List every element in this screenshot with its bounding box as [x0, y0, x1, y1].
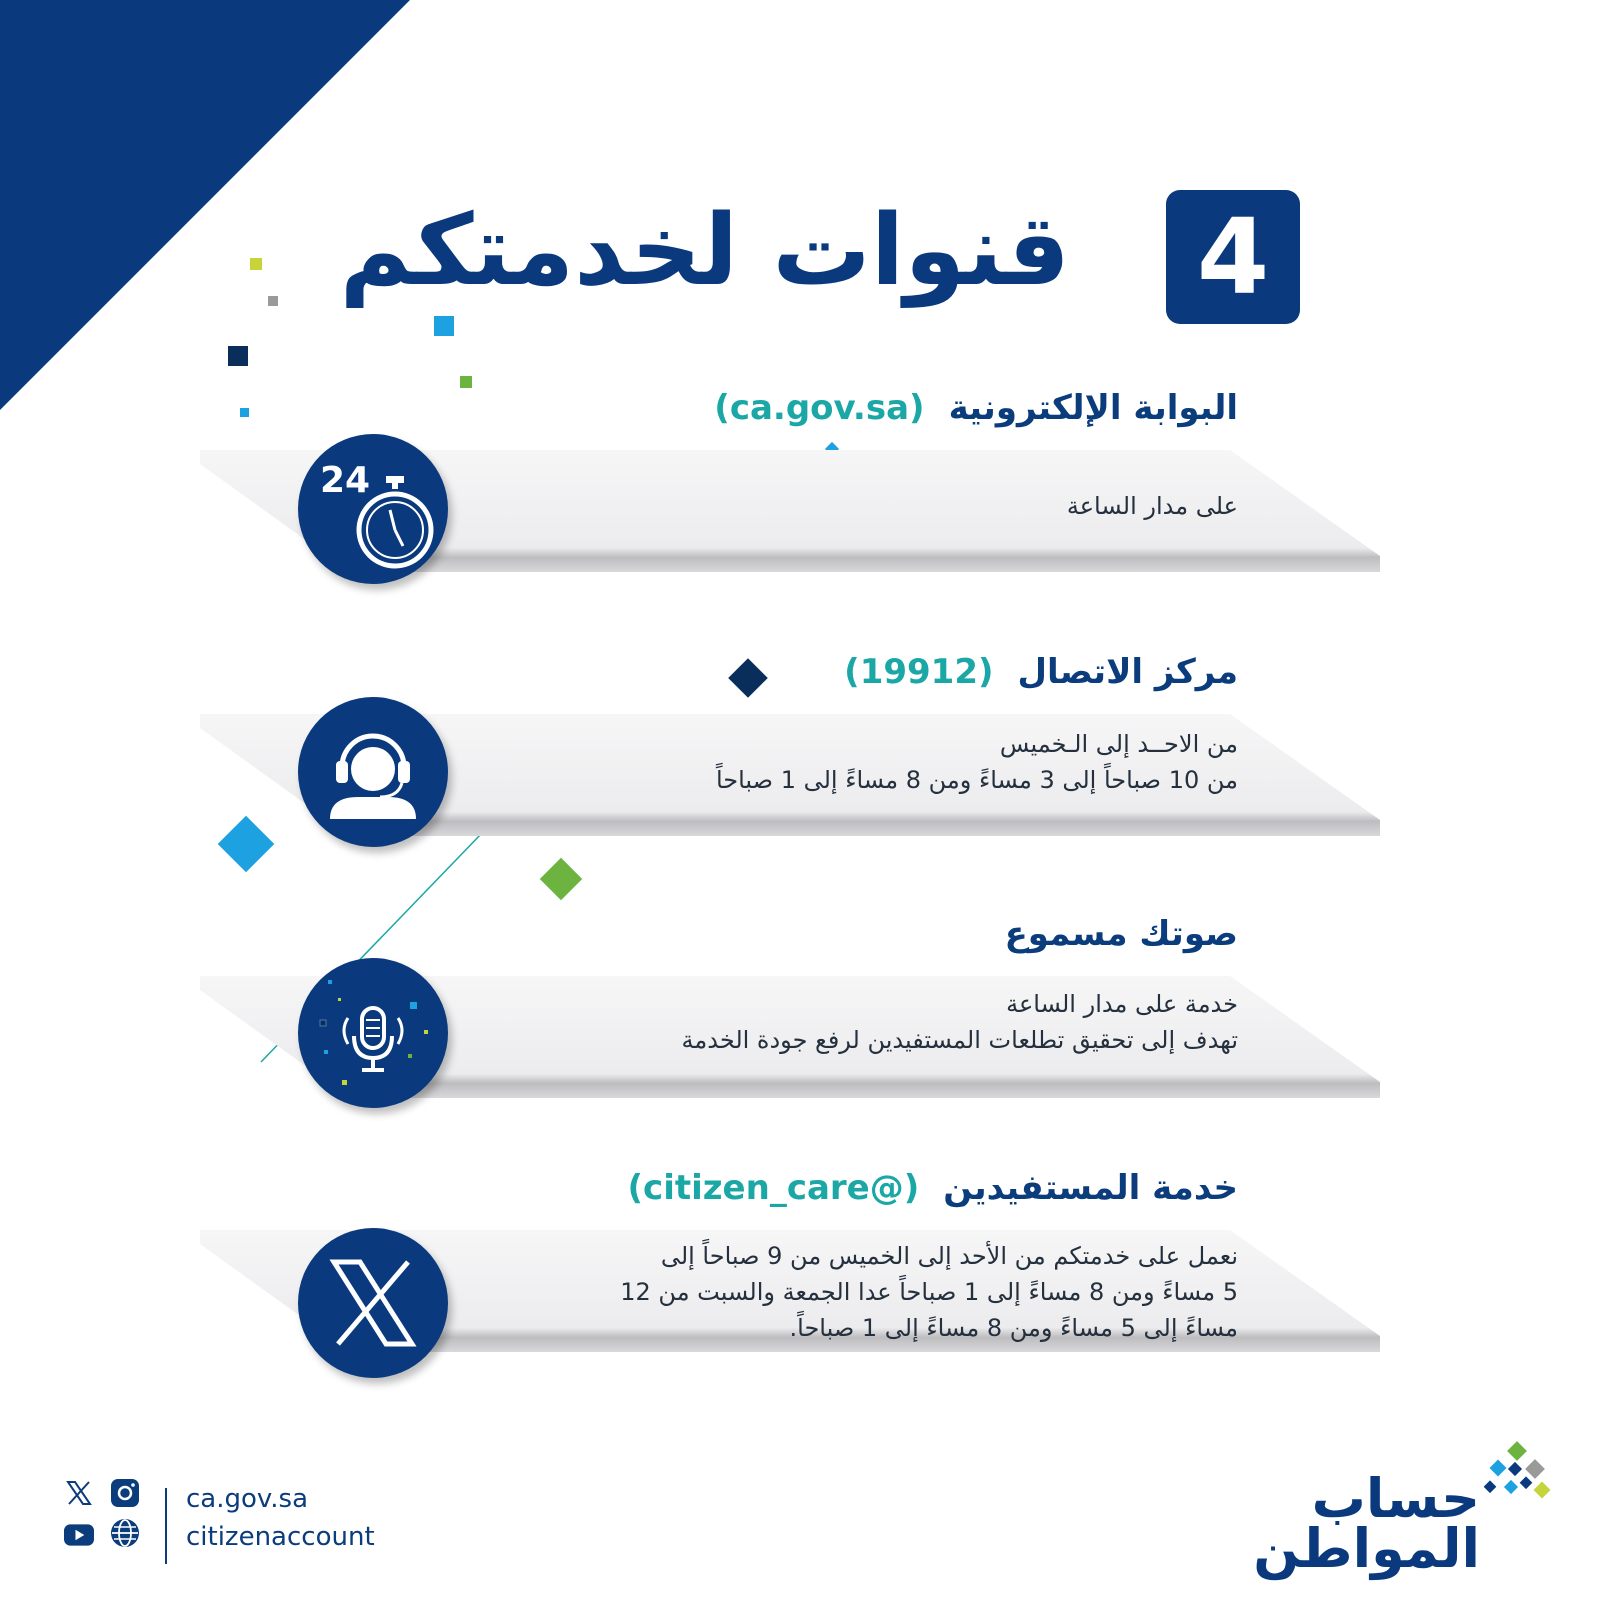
channel-accent: (@citizen_care): [627, 1168, 920, 1208]
youtube-icon[interactable]: [64, 1520, 94, 1550]
stopwatch-badge: 24: [320, 460, 371, 501]
stopwatch-24-icon: [298, 434, 448, 584]
channel-line: على مدار الساعة: [1066, 492, 1238, 520]
channel-line: من الاحــد إلى الـخميس: [999, 730, 1238, 758]
page-title: [300, 190, 1300, 340]
channel-line: خدمة على مدار الساعة: [1006, 990, 1238, 1018]
channel-title-text: خدمة المستفيدين: [943, 1168, 1238, 1208]
page-title-number: 4: [1166, 190, 1300, 324]
page-title-text: قنوات لخدمتكم: [339, 194, 1070, 308]
instagram-icon[interactable]: [110, 1478, 140, 1508]
channel-description: [716, 726, 1238, 798]
globe-icon[interactable]: [110, 1518, 140, 1548]
decor-diamond: [540, 858, 582, 900]
channel-title-voice: [981, 914, 1238, 954]
decor-square: [250, 258, 262, 270]
channel-title-call-center: [844, 652, 1238, 692]
logo-line-2: المواطن: [1253, 1517, 1480, 1580]
channel-line: نعمل على خدمتكم من الأحد إلى الخميس من 9 صباحاً إلى: [660, 1242, 1238, 1270]
channel-line: 5 مساءً ومن 8 مساءً إلى 1 صباحاً عدا الجمعة والسبت من 12: [620, 1278, 1238, 1306]
channel-accent: (19912): [844, 652, 994, 692]
channel-description: [1067, 488, 1238, 524]
footer-divider: [165, 1488, 167, 1564]
decor-diamond: [728, 658, 768, 698]
channel-line: من 10 صباحاً إلى 3 مساءً ومن 8 مساءً إلى 1 صباحاً: [715, 766, 1238, 794]
channel-title-text: البوابة الإلكترونية: [948, 388, 1238, 428]
headset-agent-icon: [298, 697, 448, 847]
microphone-icon: [298, 958, 448, 1108]
channel-title-text: مركز الاتصال: [1017, 652, 1238, 692]
channel-title-beneficiaries: [628, 1168, 1239, 1208]
channel-line: مساءً إلى 5 مساءً ومن 8 مساءً إلى 1 صباحاً.: [789, 1314, 1238, 1342]
footer-website[interactable]: ca.gov.sa: [186, 1484, 309, 1514]
decor-square: [268, 296, 278, 306]
decor-square: [460, 376, 472, 388]
decor-square: [228, 346, 248, 366]
channel-description: [620, 1238, 1238, 1346]
x-logo-icon: [298, 1228, 448, 1378]
decor-square: [240, 408, 249, 417]
logo-line-1: حساب: [1311, 1467, 1480, 1530]
channel-title-portal: [714, 388, 1238, 428]
logo-mark-icon: [1476, 1438, 1556, 1518]
channel-line: تهدف إلى تحقيق تطلعات المستفيدين لرفع جودة الخدمة: [681, 1026, 1238, 1054]
x-icon[interactable]: [64, 1478, 94, 1508]
channel-description: [682, 986, 1239, 1058]
channel-title-text: صوتك مسموع: [1004, 914, 1238, 954]
footer-handle[interactable]: citizenaccount: [186, 1522, 375, 1552]
channel-accent: (ca.gov.sa): [714, 388, 925, 428]
